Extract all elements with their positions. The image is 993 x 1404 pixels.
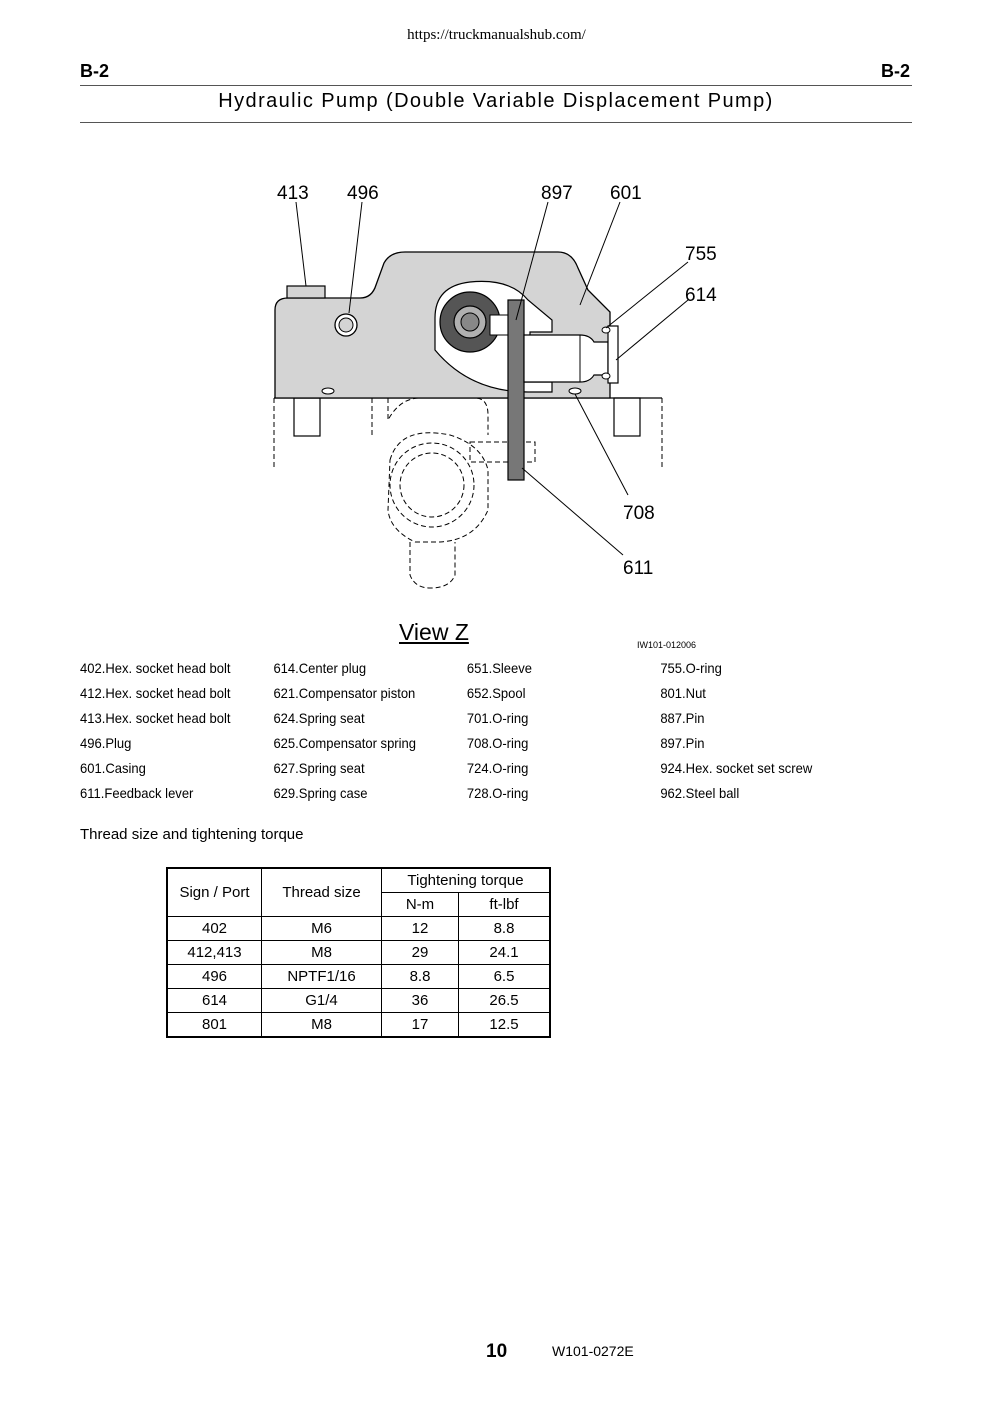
center-plug-614 bbox=[524, 335, 608, 382]
part-item: 701.O-ring bbox=[466, 710, 529, 726]
callout-601: 601 bbox=[610, 183, 642, 204]
cell-ftlbf: 12.5 bbox=[459, 1013, 551, 1038]
callout-496: 496 bbox=[347, 183, 379, 204]
cell-nm: 17 bbox=[382, 1013, 459, 1038]
parts-row bbox=[80, 685, 854, 710]
cell-sign-port: 801 bbox=[167, 1013, 262, 1038]
header-rule-bottom bbox=[80, 122, 912, 123]
part-item: 897.Pin bbox=[660, 735, 705, 751]
part-item: 625.Compensator spring bbox=[273, 735, 417, 751]
table-row bbox=[167, 965, 550, 989]
cell-sign-port: 614 bbox=[167, 989, 262, 1013]
cell-thread-size: M6 bbox=[262, 917, 382, 941]
callout-897: 897 bbox=[541, 183, 573, 204]
part-item: 924.Hex. socket set screw bbox=[660, 760, 813, 776]
cell-ftlbf: 26.5 bbox=[459, 989, 551, 1013]
parts-list bbox=[80, 660, 912, 810]
callout-614: 614 bbox=[685, 285, 717, 306]
callout-413: 413 bbox=[277, 183, 309, 204]
cell-thread-size: G1/4 bbox=[262, 989, 382, 1013]
table-header-row bbox=[167, 868, 550, 893]
part-item: 887.Pin bbox=[660, 710, 705, 726]
page-number: 10 bbox=[486, 1341, 508, 1362]
feedback-lever-611 bbox=[508, 300, 524, 480]
document-code: W101-0272E bbox=[552, 1343, 634, 1359]
cell-ftlbf: 24.1 bbox=[459, 941, 551, 965]
section-number-right: B-2 bbox=[880, 61, 910, 81]
table-row bbox=[167, 989, 550, 1013]
cell-sign-port: 496 bbox=[167, 965, 262, 989]
cell-nm: 36 bbox=[382, 989, 459, 1013]
parts-row bbox=[80, 735, 854, 760]
cell-nm: 29 bbox=[382, 941, 459, 965]
part-item: 801.Nut bbox=[660, 685, 706, 701]
header-thread-size: Thread size bbox=[262, 868, 382, 917]
header-tightening-torque: Tightening torque bbox=[382, 868, 551, 893]
table-row bbox=[167, 1013, 550, 1038]
parts-row bbox=[80, 710, 854, 735]
part-item: 601.Casing bbox=[80, 760, 146, 776]
source-url: https://truckmanualshub.com/ bbox=[407, 27, 586, 43]
callout-708: 708 bbox=[623, 503, 655, 524]
torque-section-title: Thread size and tightening torque bbox=[80, 826, 304, 843]
cell-ftlbf: 6.5 bbox=[459, 965, 551, 989]
bolt-413 bbox=[287, 286, 325, 298]
table-row bbox=[167, 941, 550, 965]
parts-row bbox=[80, 660, 854, 685]
header-nm: N-m bbox=[382, 893, 459, 917]
page-title: Hydraulic Pump (Double Variable Displacement Pump) bbox=[218, 90, 774, 112]
parts-row bbox=[80, 760, 854, 785]
part-item: 412.Hex. socket head bolt bbox=[80, 685, 231, 701]
mounting-studs bbox=[294, 398, 640, 436]
cell-thread-size: M8 bbox=[262, 941, 382, 965]
part-item: 627.Spring seat bbox=[273, 760, 365, 776]
cell-nm: 8.8 bbox=[382, 965, 459, 989]
cell-thread-size: NPTF1/16 bbox=[262, 965, 382, 989]
part-item: 651.Sleeve bbox=[466, 660, 533, 676]
cell-sign-port: 412,413 bbox=[167, 941, 262, 965]
part-item: 755.O-ring bbox=[660, 660, 722, 676]
pump-view-z-diagram bbox=[260, 170, 730, 600]
table-row bbox=[167, 917, 550, 941]
cell-thread-size: M8 bbox=[262, 1013, 382, 1038]
cell-ftlbf: 8.8 bbox=[459, 917, 551, 941]
figure-code: IW101-012006 bbox=[637, 640, 697, 650]
section-number-left: B-2 bbox=[80, 61, 110, 81]
part-item: 614.Center plug bbox=[273, 660, 367, 676]
header-rule-top bbox=[80, 85, 912, 86]
part-item: 728.O-ring bbox=[466, 785, 529, 801]
part-item: 402.Hex. socket head bolt bbox=[80, 660, 231, 676]
part-item: 629.Spring case bbox=[273, 785, 368, 801]
part-item: 652.Spool bbox=[466, 685, 526, 701]
part-item: 621.Compensator piston bbox=[273, 685, 416, 701]
part-item: 496.Plug bbox=[80, 735, 132, 751]
torque-table bbox=[166, 867, 551, 1038]
part-item: 962.Steel ball bbox=[660, 785, 740, 801]
cell-sign-port: 402 bbox=[167, 917, 262, 941]
part-item: 611.Feedback lever bbox=[80, 785, 194, 801]
part-item: 708.O-ring bbox=[466, 735, 529, 751]
callout-611: 611 bbox=[623, 558, 654, 579]
cell-nm: 12 bbox=[382, 917, 459, 941]
o-ring-708 bbox=[569, 388, 581, 394]
header-sign-port: Sign / Port bbox=[167, 868, 262, 917]
header-ftlbf: ft-lbf bbox=[459, 893, 551, 917]
part-item: 413.Hex. socket head bolt bbox=[80, 710, 231, 726]
view-caption: View Z bbox=[399, 619, 469, 645]
parts-row bbox=[80, 785, 854, 810]
hidden-lines bbox=[274, 398, 662, 588]
part-item: 624.Spring seat bbox=[273, 710, 365, 726]
part-item: 724.O-ring bbox=[466, 760, 529, 776]
callout-755: 755 bbox=[685, 244, 717, 265]
